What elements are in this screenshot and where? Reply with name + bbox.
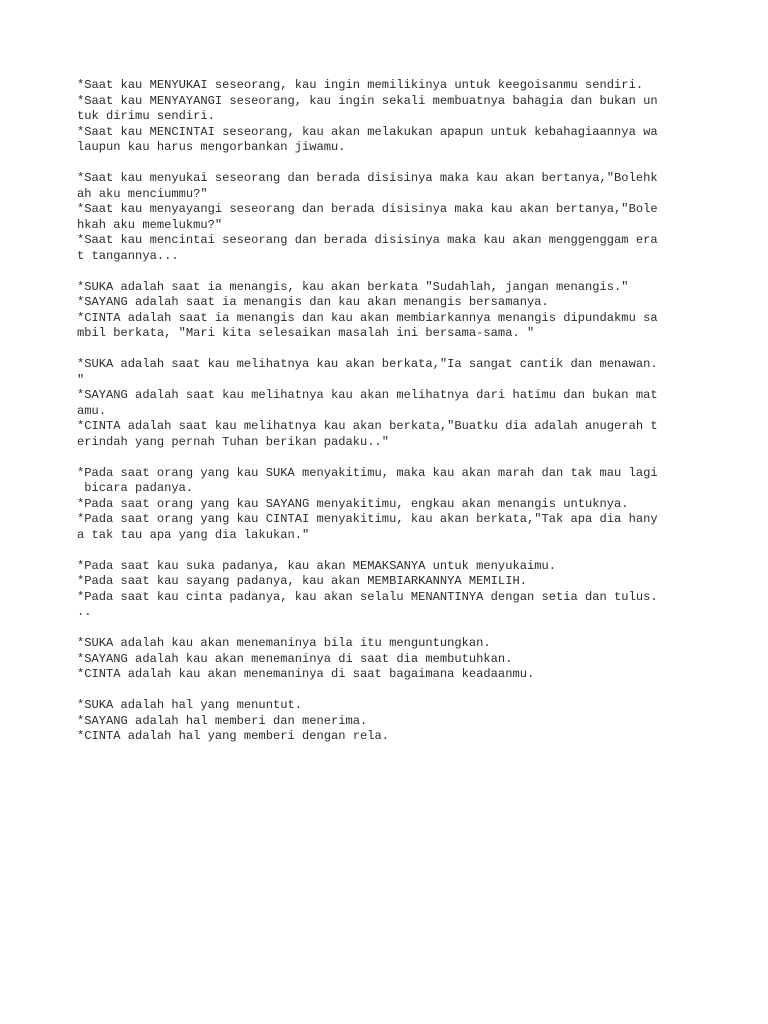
paragraph — [77, 466, 697, 544]
text-line: *Saat kau MENCINTAI seseorang, kau akan melakukan apapun untuk kebahagiaannya wa — [77, 124, 658, 139]
text-line: t tangannya... — [77, 248, 179, 263]
text-line: *SAYANG adalah kau akan menemaninya di saat dia membutuhkan. — [77, 651, 513, 666]
text-line: *Pada saat kau cinta padanya, kau akan selalu MENANTINYA dengan setia dan tulus. — [77, 589, 658, 604]
text-line: *CINTA adalah saat kau melihatnya kau akan berkata,"Buatku dia adalah anugerah t — [77, 419, 658, 433]
text-line: tuk dirimu sendiri. — [77, 109, 215, 123]
text-line: *Saat kau mencintai seseorang dan berada disisinya maka kau akan menggenggam era — [77, 233, 658, 247]
document-text-body — [77, 78, 697, 760]
paragraph — [77, 171, 697, 264]
text-line: *SUKA adalah kau akan menemaninya bila itu menguntungkan. — [77, 636, 491, 650]
text-line: *Pada saat kau sayang padanya, kau akan MEMBIARKANNYA MEMILIH. — [77, 574, 527, 588]
text-line: a tak tau apa yang dia lakukan." — [77, 527, 310, 542]
text-line: *Pada saat kau suka padanya, kau akan MEMAKSANYA untuk menyukaimu. — [77, 558, 556, 573]
text-line: erindah yang pernah Tuhan berikan padaku.." — [77, 434, 390, 449]
text-line: *Saat kau MENYUKAI seseorang, kau ingin memilikinya untuk keegoisanmu sendiri. — [77, 78, 644, 92]
paragraph — [77, 357, 697, 450]
text-line: laupun kau harus mengorbankan jiwamu. — [77, 140, 346, 154]
text-line: *SUKA adalah hal yang menuntut. — [77, 698, 302, 712]
text-line: *SAYANG adalah hal memberi dan menerima. — [77, 713, 368, 728]
text-line: ah aku menciummu?" — [77, 186, 208, 201]
text-line: .. — [77, 605, 92, 619]
text-line: *CINTA adalah saat ia menangis dan kau akan membiarkannya menangis dipundakmu sa — [77, 310, 658, 325]
text-line: *CINTA adalah kau akan menemaninya di saat bagaimana keadaanmu. — [77, 667, 535, 681]
paragraph — [77, 698, 697, 745]
text-line: *Saat kau menyukai seseorang dan berada disisinya maka kau akan bertanya,"Bolehk — [77, 171, 658, 185]
text-line: *CINTA adalah hal yang memberi dengan rela. — [77, 729, 390, 743]
text-line: bicara padanya. — [77, 481, 194, 495]
text-line: " — [77, 372, 85, 387]
text-line: *SUKA adalah saat ia menangis, kau akan berkata "Sudahlah, jangan menangis." — [77, 279, 629, 294]
text-line: *Pada saat orang yang kau SUKA menyakitimu, maka kau akan marah dan tak mau lagi — [77, 465, 658, 480]
text-line: *Pada saat orang yang kau SAYANG menyakitimu, engkau akan menangis untuknya. — [77, 496, 629, 511]
paragraph — [77, 559, 697, 621]
text-line: *SUKA adalah saat kau melihatnya kau akan berkata,"Ia sangat cantik dan menawan. — [77, 357, 658, 371]
text-line: amu. — [77, 403, 107, 418]
paragraph — [77, 636, 697, 683]
text-line: *Saat kau MENYAYANGI seseorang, kau ingin sekali membuatnya bahagia dan bukan un — [77, 93, 658, 108]
text-line: hkah aku memelukmu?" — [77, 217, 223, 232]
paragraph — [77, 280, 697, 342]
text-line: *SAYANG adalah saat ia menangis dan kau akan menangis bersamanya. — [77, 295, 549, 309]
text-line: *Pada saat orang yang kau CINTAI menyakitimu, kau akan berkata,"Tak apa dia hany — [77, 512, 658, 526]
text-line: mbil berkata, "Mari kita selesaikan masalah ini bersama-sama. " — [77, 326, 535, 340]
text-line: *Saat kau menyayangi seseorang dan berada disisinya maka kau akan bertanya,"Bole — [77, 202, 658, 216]
text-line: *SAYANG adalah saat kau melihatnya kau akan melihatnya dari hatimu dan bukan mat — [77, 388, 658, 402]
paragraph — [77, 78, 697, 156]
